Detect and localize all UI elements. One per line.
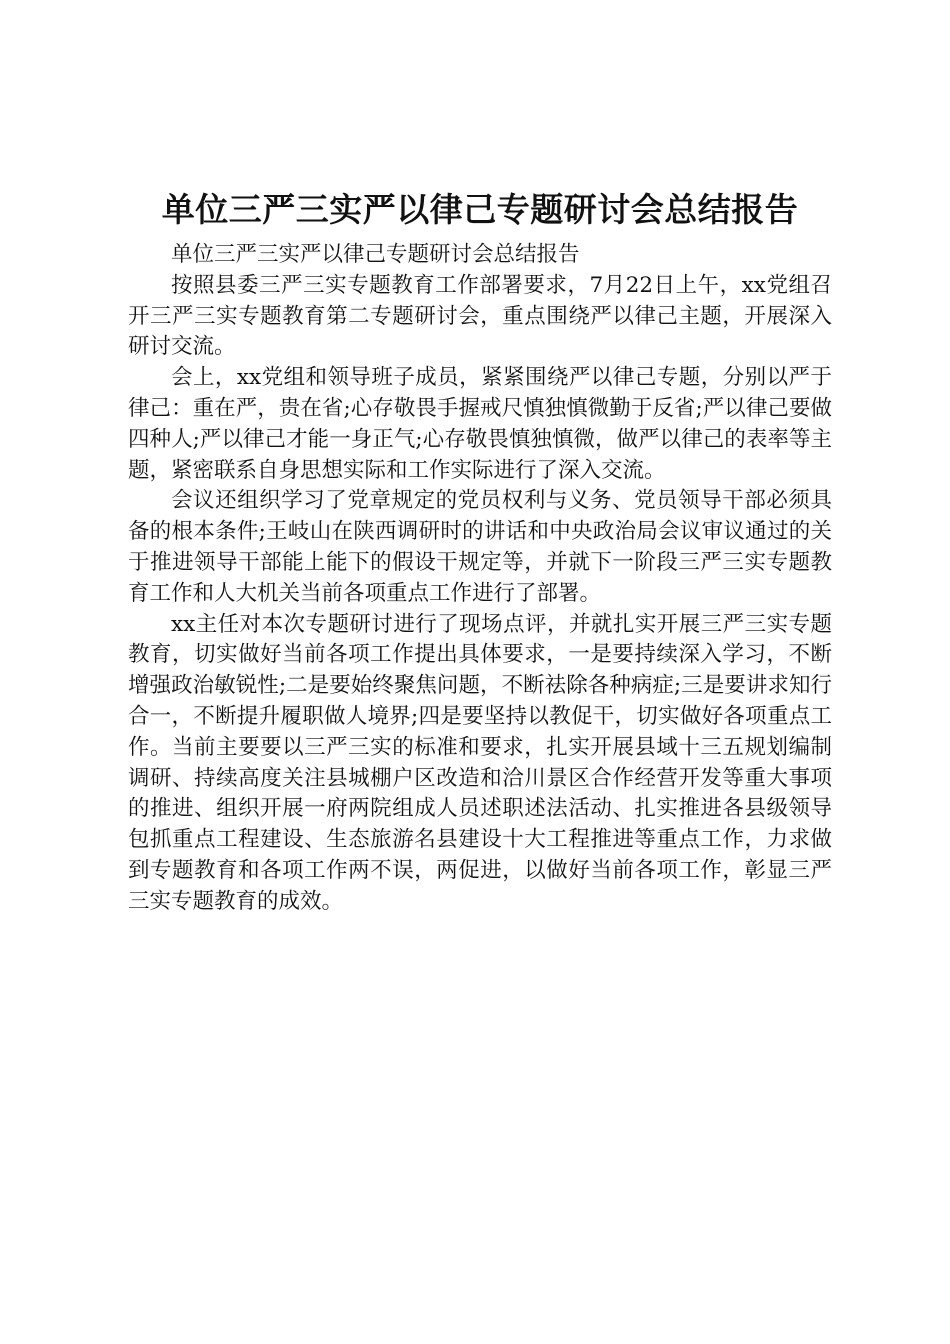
paragraph-study: 会议还组织学习了党章规定的党员权利与义务、党员领导干部必须具备的根本条件;王岐山在陕西调研时的讲话和中央政治局会议审议通过的关于推进领导干部能上能下的假设干规定等，并就下一阶段三严三实专题教育工作和人大机关当前各项重点工作进行了部署。 xyxy=(128,488,832,606)
paragraph-requirements: xx主任对本次专题研讨进行了现场点评，并就扎实开展三严三实专题教育，切实做好当前各项工作提出具体要求，一是要持续深入学习，不断增强政治敏锐性;二是要始终聚焦问题，不断祛除各种病症;三是要讲求知行合一，不断提升履职做人境界;四是要坚持以教促干，切实做好各项重点工作。当前主要要以三严三实的标准和要求，扎实开展县域十三五规划编制调研、持续高度关注县城棚户区改造和洽川景区合作经营开发等重大事项的推进、组织开展一府两院组成人员述职述法活动、扎实推进各县级领导包抓重点工程建设、生态旅游名县建设十大工程推进等重点工作，力求做到专题教育和各项工作两不误，两促进，以做好当前各项工作，彰显三严三实专题教育的成效。 xyxy=(128,611,832,914)
paragraph-subtitle: 单位三严三实严以律己专题研讨会总结报告 xyxy=(171,242,580,267)
paragraph-intro: 按照县委三严三实专题教育工作部署要求，7月22日上午，xx党组召开三严三实专题教育第二专题研讨会，重点围绕严以律己主题，开展深入研讨交流。 xyxy=(128,272,832,360)
document-content xyxy=(128,188,832,918)
paragraph-discussion: 会上，xx党组和领导班子成员，紧紧围绕严以律己专题，分别以严于律己：重在严，贵在省;心存敬畏手握戒尺慎独慎微勤于反省;严以律己要做四种人;严以律己才能一身正气;心存敬畏慎独慎微，做严以律己的表率等主题，紧密联系自身思想实际和工作实际进行了深入交流。 xyxy=(128,365,832,483)
document-body xyxy=(128,240,832,918)
document-title: 单位三严三实严以律己专题研讨会总结报告 xyxy=(161,190,799,229)
